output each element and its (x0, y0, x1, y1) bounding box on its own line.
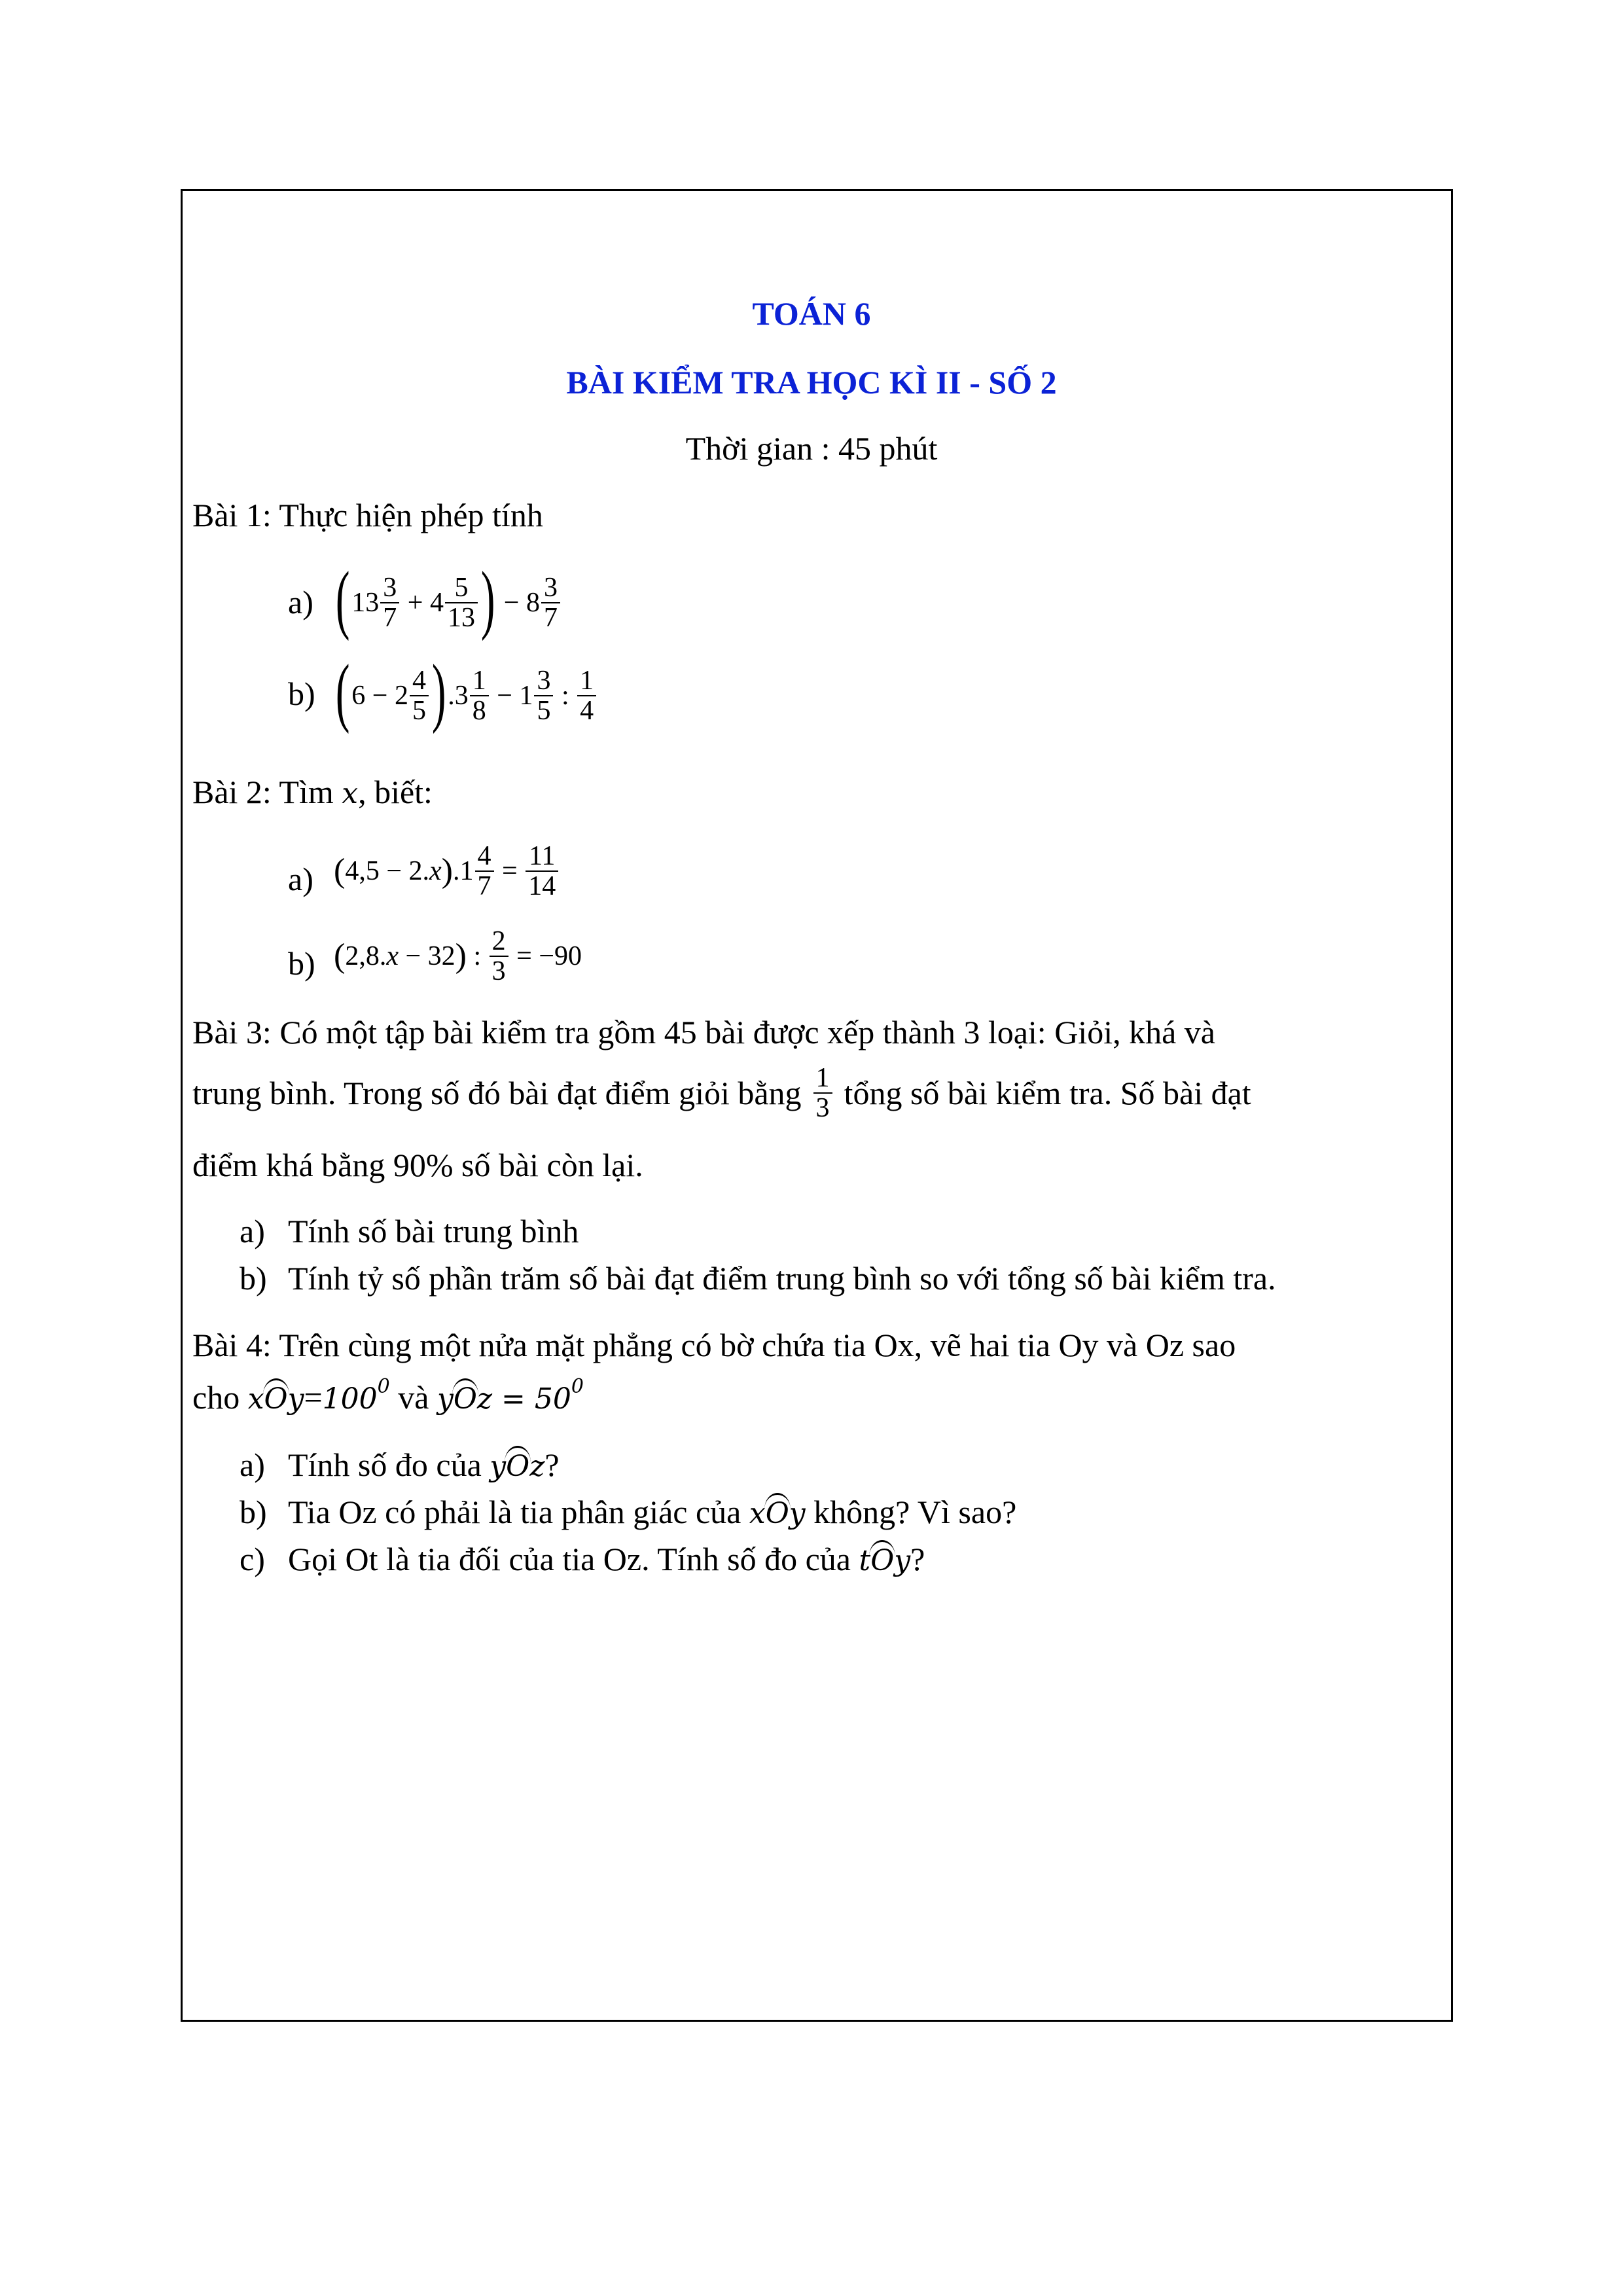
bai4-b-text: Tia Oz có phải là tia phân giác của xOy không? Vì sao? (288, 1494, 1017, 1530)
bai4-c-text: Gọi Ot là tia đối của tia Oz. Tính số đo của tOy? (288, 1541, 925, 1577)
bai2-a-label: a) (288, 861, 313, 897)
subject-title: TOÁN 6 (752, 295, 871, 332)
bai3-line1: Bài 3: Có một tập bài kiểm tra gồm 45 bài được xếp thành 3 loại: Giỏi, khá và (192, 1014, 1215, 1050)
bai2-heading: Bài 2: Tìm x, biết: (192, 774, 433, 810)
bai2-b-label: b) (288, 945, 315, 982)
bai3-line2: trung bình. Trong số đó bài đạt điểm giỏi bằng 1 3 tổng số bài kiểm tra. Số bài đạt (192, 1063, 1251, 1124)
bai4-line2: cho $xOy=100^0$ và yOz = $50^0$ (192, 1375, 584, 1416)
bai2-a-expression: ( 4,5 − 2. x ) .1 4 7 = 11 14 (334, 842, 560, 901)
bai3-b-label: b) (240, 1260, 267, 1297)
bai3-line3: điểm khá bằng 90% số bài còn lại. (192, 1147, 643, 1183)
bai1-b-expression: ( 6 − 2 4 5 ) .3 1 8 − 1 3 5 : 1 4 (334, 657, 597, 734)
bai1-heading: Bài 1: Thực hiện phép tính (192, 497, 543, 533)
bai1-a-label: a) (288, 584, 313, 620)
bai4-a-label: a) (240, 1446, 265, 1483)
bai4-b-label: b) (240, 1494, 267, 1530)
bai1-b-label: b) (288, 675, 315, 712)
bai4-line1: Bài 4: Trên cùng một nửa mặt phẳng có bờ chứa tia Ox, vẽ hai tia Oy và Oz sao (192, 1327, 1236, 1363)
bai3-b-text: Tính tỷ số phần trăm số bài đạt điểm trung bình so với tổng số bài kiểm tra. (288, 1260, 1276, 1297)
bai4-a-text: Tính số đo của yOz? (288, 1446, 560, 1483)
duration-text: Thời gian : 45 phút (685, 430, 938, 467)
bai1-a-expression: ( 13 3 7 + 4 5 13 ) − 8 3 7 (334, 564, 562, 641)
exam-title: BÀI KIỂM TRA HỌC KÌ II - SỐ 2 (566, 364, 1057, 401)
bai3-a-text: Tính số bài trung bình (288, 1213, 579, 1249)
bai4-c-label: c) (240, 1541, 265, 1577)
bai2-b-expression: ( 2,8. x − 32 ) : 2 3 = −90 (334, 926, 582, 987)
bai3-a-label: a) (240, 1213, 265, 1249)
